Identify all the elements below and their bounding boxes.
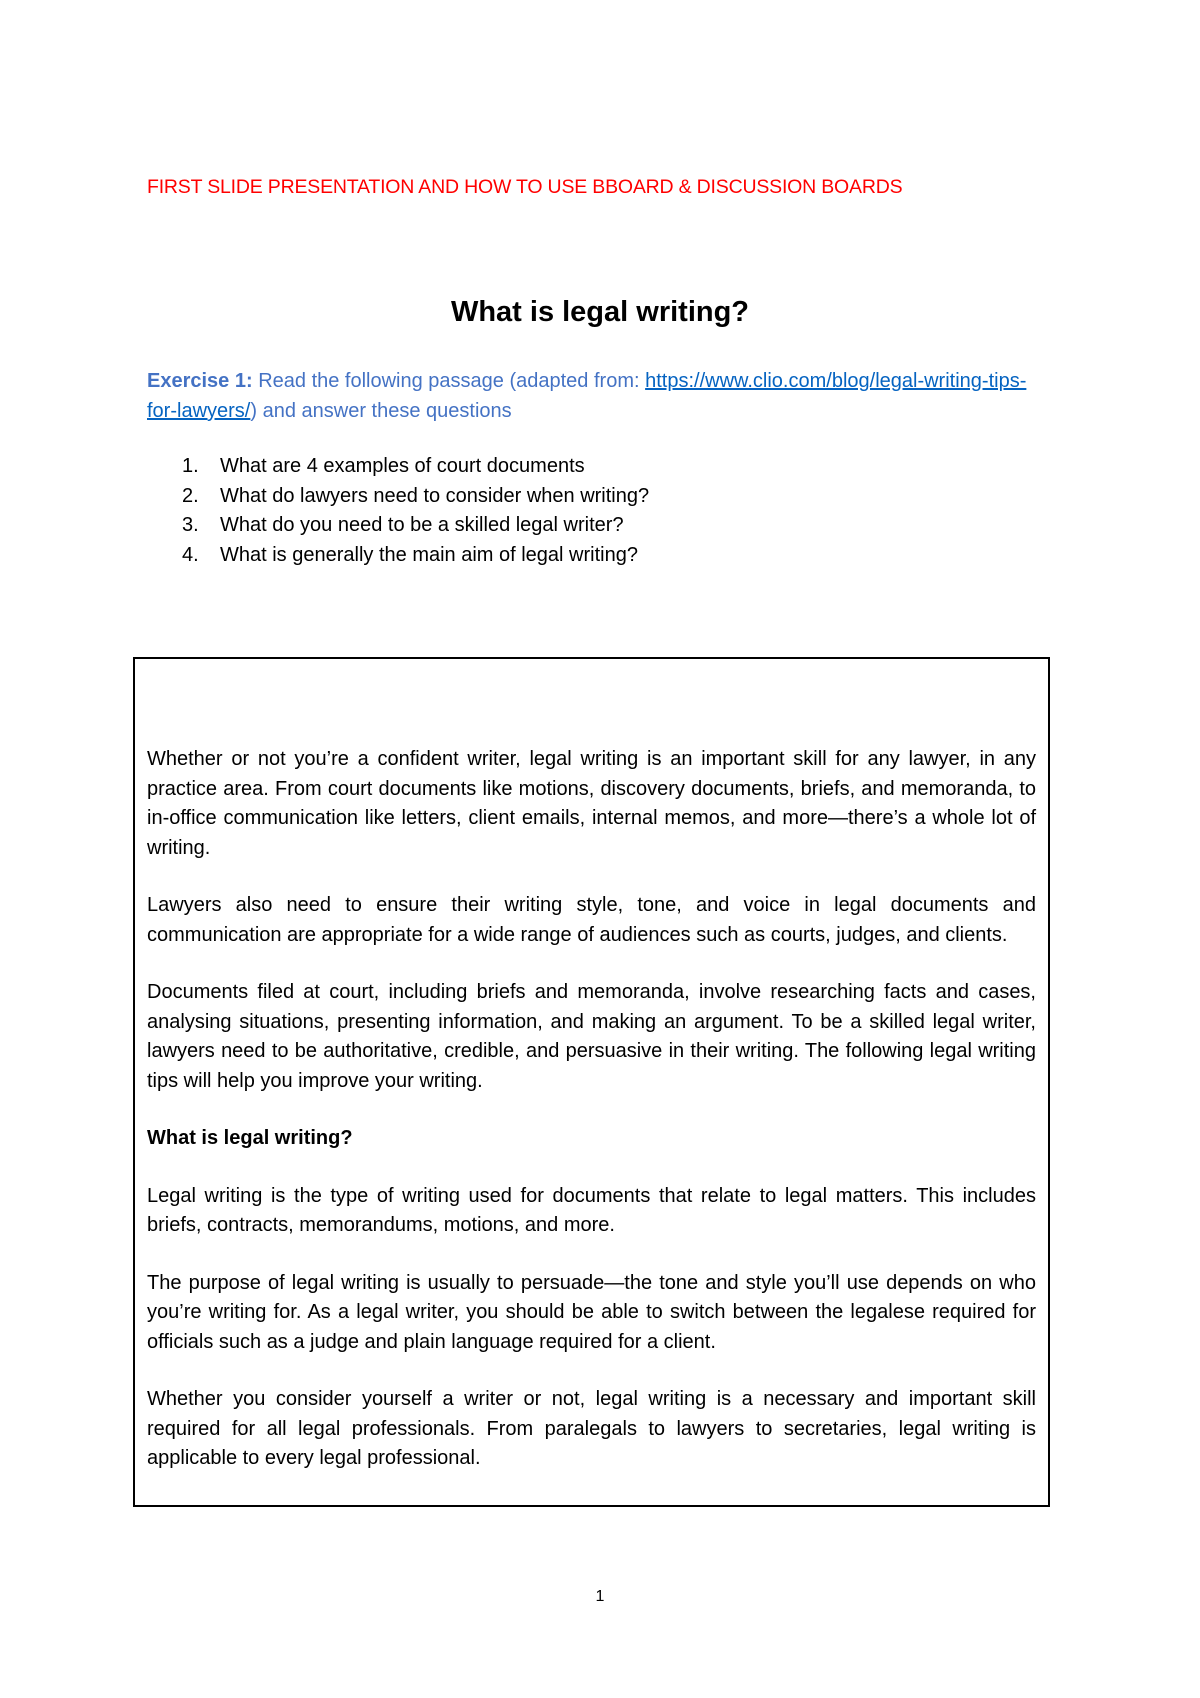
- passage-paragraph: The purpose of legal writing is usually to persuade—the tone and style you’ll use depends on who you’re writing for. As a legal writer, you should be able to switch between the legalese required for officials such as a judge and plain language required for a client.: [147, 1271, 1036, 1353]
- exercise-instructions: [147, 366, 1027, 426]
- question-list: [147, 452, 649, 570]
- passage-paragraph: Whether you consider yourself a writer or not, legal writing is a necessary and important skill required for all legal professionals. From paralegals to lawyers to secretaries, legal writing is applicable to every legal professional.: [147, 1388, 1036, 1469]
- header-note: FIRST SLIDE PRESENTATION AND HOW TO USE BBOARD & DISCUSSION BOARDS: [147, 176, 903, 198]
- question-text: What do lawyers need to consider when writing?: [220, 484, 650, 507]
- question-text: What do you need to be a skilled legal writer?: [220, 514, 624, 536]
- passage-paragraph: Whether or not you’re a confident writer, legal writing is an important skill for any lawyer, in any practice area. From court documents like motions, discovery documents, briefs, and memoranda, to in-office communication like letters, client emails, internal memos, and more—there’s a whole lot of writing.: [147, 748, 1036, 859]
- passage-paragraph: Lawyers also need to ensure their writing style, tone, and voice in legal documents and communication are appropriate for a wide range of audiences such as courts, judges, and clients.: [147, 894, 1036, 946]
- question-item: [147, 541, 649, 571]
- source-link[interactable]: https://www.clio.com/blog/legal-writing-tips-for-lawyers/: [147, 370, 1027, 422]
- question-item: [147, 511, 649, 541]
- exercise-text-before-link: Read the following passage (adapted from:: [252, 370, 646, 392]
- question-item: [147, 452, 649, 482]
- page-title: What is legal writing?: [450, 296, 750, 328]
- question-number: 1.: [182, 455, 199, 477]
- page-number: 1: [595, 1588, 605, 1605]
- passage-subheading: What is legal writing?: [147, 1127, 353, 1149]
- exercise-label: Exercise 1:: [147, 370, 253, 392]
- exercise-text-after-link: ) and answer these questions: [250, 400, 512, 422]
- question-text: What are 4 examples of court documents: [220, 455, 585, 477]
- question-item: [147, 482, 649, 512]
- question-number: 4.: [182, 543, 199, 566]
- question-text: What is generally the main aim of legal writing?: [220, 543, 638, 566]
- question-number: 2.: [182, 484, 199, 507]
- passage-box: [133, 657, 1050, 1507]
- passage-paragraph: Documents filed at court, including briefs and memoranda, involve researching facts and cases, analysing situations, presenting information, and making an argument. To be a skilled legal writer, lawyers need to be authoritative, credible, and persuasive in their writing. The following legal writing tips will help you improve your writing.: [147, 981, 1036, 1092]
- question-number: 3.: [182, 514, 199, 536]
- passage-paragraph: Legal writing is the type of writing used for documents that relate to legal matters. This includes briefs, contracts, memorandums, motions, and more.: [147, 1184, 1036, 1236]
